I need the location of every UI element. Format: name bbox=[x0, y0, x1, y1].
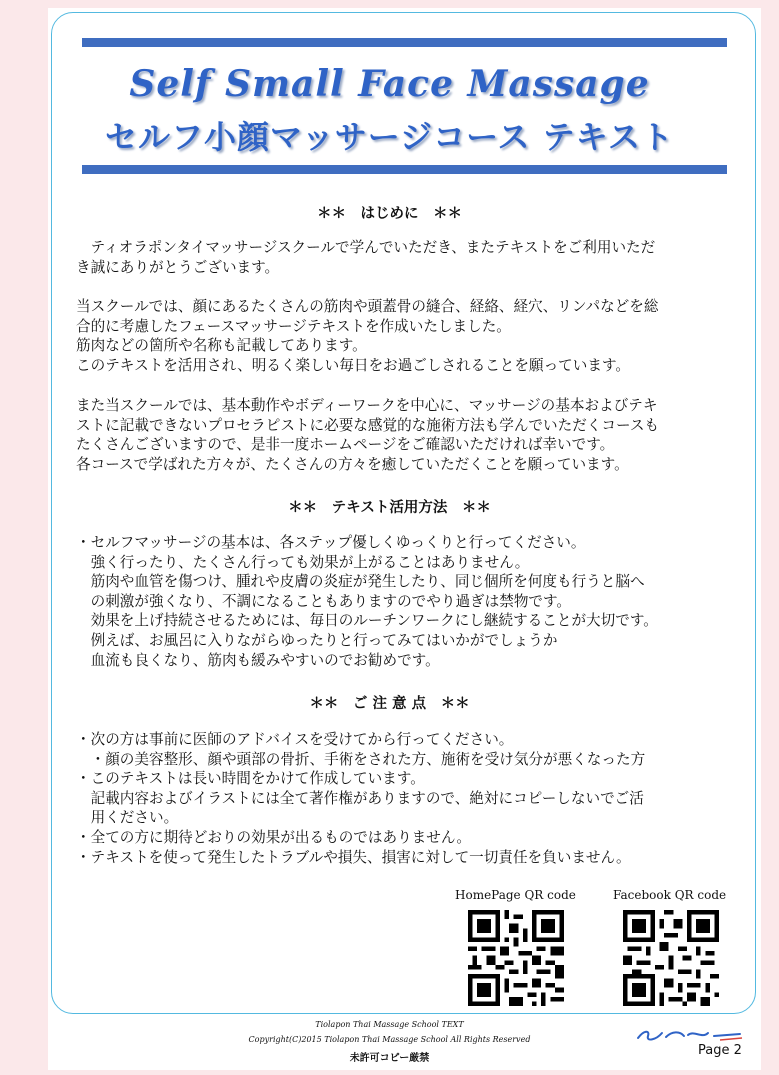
footer-no-copy-notice: 未許可コピー厳禁 bbox=[349, 1053, 430, 1064]
signature-logo-icon bbox=[636, 1027, 746, 1043]
page-number: Page 2 bbox=[698, 1043, 742, 1058]
homepage-qr-code-icon[interactable] bbox=[468, 910, 564, 1006]
intro-heading: ＊＊ はじめに ＊＊ bbox=[317, 206, 462, 222]
header-bottom-bar bbox=[82, 165, 727, 174]
footer-school-line: Tiolapon Thai Massage School TEXT bbox=[315, 1020, 464, 1029]
facebook-qr-label: Facebook QR code bbox=[613, 888, 727, 902]
caution-body: ・次の方は事前に医師のアドバイスを受けてから行ってください。 ・顔の美容整形、顔や頭部の骨折、手術をされた方、施術を受け気分が悪くなった方 ・このテキストは長い時間をかけて作成しています。 記載内容およびイラストには全て著作権がありますので、絶対にコピーしないでご活 用ください。 ・全ての方に期待どおりの効果が出るものではありません。 ・テキストを使って発生したトラブルや損失、損害に対して一切責任を負いません。 bbox=[76, 731, 646, 866]
homepage-qr-label: HomePage QR code bbox=[455, 888, 576, 902]
title-english: Self Small Face Massage bbox=[129, 63, 650, 105]
usage-body: ・セルフマッサージの基本は、各ステップ優しくゆっくりと行ってください。 強く行ったり、たくさん行っても効果が上がることはありません。 筋肉や血管を傷つけ、腫れや皮膚の炎症が発生したり、同じ個所を何度も行うと脳へ の刺激が強くなり、不調になることもありますのでやり過ぎは禁物です。 効果を上げ持続させるためには、毎日のルーチンワークにし継続することが大切です。 例えば、お風呂に入りながらゆったりと行ってみてはいかがでしょうか 血流も良くなり、筋肉も緩みやすいのでお勧めです。 bbox=[76, 534, 658, 669]
facebook-qr-code-icon[interactable] bbox=[623, 910, 719, 1006]
caution-heading: ＊＊ ご 注 意 点 ＊＊ bbox=[309, 696, 470, 712]
usage-heading: ＊＊ テキスト活用方法 ＊＊ bbox=[288, 500, 491, 516]
intro-paragraph-1: ティオラポンタイマッサージスクールで学んでいただき、またテキストをご利用いただ き誠にありがとうございます。 bbox=[76, 239, 656, 276]
title-japanese: セルフ小顔マッサージコース テキスト bbox=[105, 118, 674, 156]
footer-copyright: Copyright(C)2015 Tiolapon Thai Massage School All Rights Reserved bbox=[248, 1035, 531, 1044]
intro-paragraph-3: また当スクールでは、基本動作やボディーワークを中心に、マッサージの基本およびテキ ストに記載できないプロセラピストに必要な感覚的な施術方法も学んでいただくコースも たくさんございますので、是非一度ホームページをご確認いただければ幸いです。 各コースで学ばれた方々が、たくさんの方々を癒していただくことを願っています。 bbox=[76, 397, 660, 473]
header-top-bar bbox=[82, 38, 727, 47]
intro-paragraph-2: 当スクールでは、顔にあるたくさんの筋肉や頭蓋骨の縫合、経絡、経穴、リンパなどを総 合的に考慮したフェースマッサージテキストを作成いたしました。 筋肉などの箇所や名称も記載してあります。 このテキストを活用され、明るく楽しい毎日をお過ごしされることを願っています。 bbox=[76, 298, 659, 374]
